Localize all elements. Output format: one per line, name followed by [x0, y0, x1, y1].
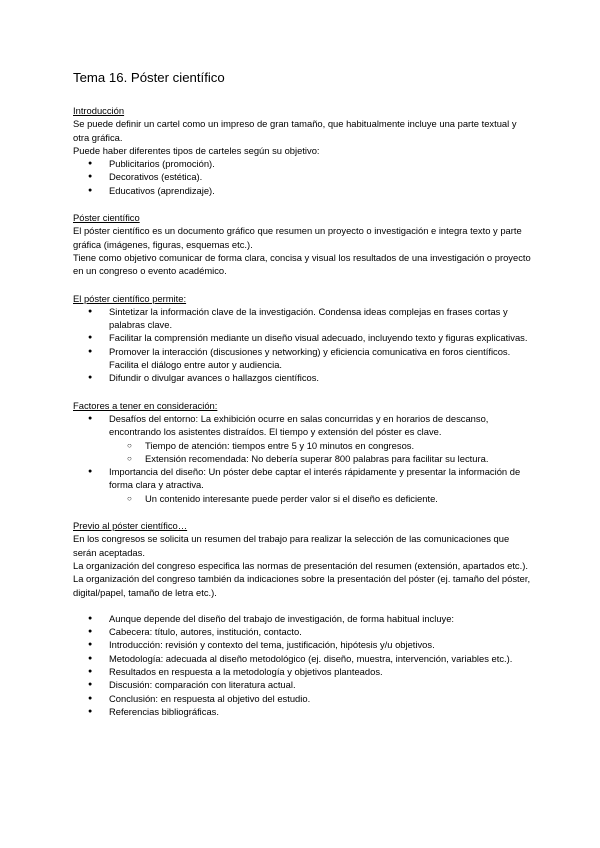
section-heading: El póster científico permite: [73, 292, 187, 304]
document-content [73, 69, 533, 732]
page-title: Tema 16. Póster científico [73, 70, 225, 85]
list-item: ● Promover la interacción (discusiones y networking) y eficiencia comunicativa en foros científicos. Facilita el diálogo entre autor y audiencia. [73, 345, 533, 372]
section-introduccion [73, 104, 533, 197]
sub-list-item: ○ Extensión recomendada: No debería superar 800 palabras para facilitar su lectura. [73, 452, 533, 465]
list-item: ● Desafíos del entorno: La exhibición ocurre en salas concurridas y en horarios de descanso, encontrando los asistentes distraídos. El tiempo y extensión del póster es clave. [73, 412, 533, 439]
list-item: ● Metodología: adecuada al diseño metodológico (ej. diseño, muestra, intervención, variables etc.). [73, 652, 533, 665]
paragraph: La organización del congreso especifica las normas de presentación del resumen (extensión, apartados etc.). [73, 559, 528, 571]
list-item: ● Conclusión: en respuesta al objetivo del estudio. [73, 692, 533, 705]
section-previo [73, 519, 533, 718]
list-item: ● Resultados en respuesta a la metodología y objetivos planteados. [73, 665, 533, 678]
list-item: ● Referencias bibliográficas. [73, 705, 533, 718]
bullet-list [73, 305, 533, 385]
list-item: ● Importancia del diseño: Un póster debe captar el interés rápidamente y presentar la información de forma clara y atractiva. [73, 465, 533, 492]
list-item: ● Facilitar la comprensión mediante un diseño visual adecuado, incluyendo texto y figuras explicativas. [73, 331, 533, 344]
list-item: ● Discusión: comparación con literatura actual. [73, 678, 533, 691]
bullet-list [73, 157, 533, 197]
paragraph: El póster científico es un documento gráfico que resumen un proyecto o investigación e integra texto y parte gráfica (imágenes, figuras, esquemas etc.). [73, 225, 522, 250]
list-item: ● Publicitarios (promoción). [73, 157, 533, 170]
spacer [73, 599, 533, 612]
paragraph: Se puede definir un cartel como un impreso de gran tamaño, que habitualmente incluye una parte textual y otra gráfica. [73, 118, 517, 143]
list-item: ● Cabecera: título, autores, institución, contacto. [73, 625, 533, 638]
paragraph: Puede haber diferentes tipos de carteles según su objetivo: [73, 144, 320, 156]
section-heading: Factores a tener en consideración: [73, 399, 218, 411]
bullet-list [73, 612, 533, 718]
list-item: ● Introducción: revisión y contexto del tema, justificación, hipótesis y/u objetivos. [73, 638, 533, 651]
list-item: ● Decorativos (estética). [73, 170, 533, 183]
sub-list-item: ○ Un contenido interesante puede perder valor si el diseño es deficiente. [73, 492, 533, 505]
list-item: ● Aunque depende del diseño del trabajo de investigación, de forma habitual incluye: [73, 612, 533, 625]
section-permite [73, 292, 533, 385]
section-heading: Previo al póster científico… [73, 520, 188, 532]
paragraph: Tiene como objetivo comunicar de forma clara, concisa y visual los resultados de una investigación o proyecto en un congreso o evento académico. [73, 251, 531, 277]
section-factores [73, 399, 533, 505]
list-item: ● Educativos (aprendizaje). [73, 184, 533, 197]
section-poster-cientifico [73, 211, 533, 277]
section-heading: Póster científico [73, 212, 140, 224]
list-item: ● Sintetizar la información clave de la investigación. Condensa ideas complejas en frases cortas y palabras clave. [73, 305, 533, 332]
paragraph: En los congresos se solicita un resumen del trabajo para realizar la selección de las comunicaciones que serán aceptadas. [73, 533, 510, 558]
list-item: ● Difundir o divulgar avances o hallazgos científicos. [73, 371, 533, 384]
paragraph: La organización del congreso también da indicaciones sobre la presentación del póster (ej. tamaño del póster, digital/papel, tamaño de letra etc.). [73, 573, 531, 598]
sub-list-item: ○ Tiempo de atención: tiempos entre 5 y 10 minutos en congresos. [73, 439, 533, 452]
section-heading: Introducción [73, 105, 125, 116]
bullet-list [73, 412, 533, 505]
